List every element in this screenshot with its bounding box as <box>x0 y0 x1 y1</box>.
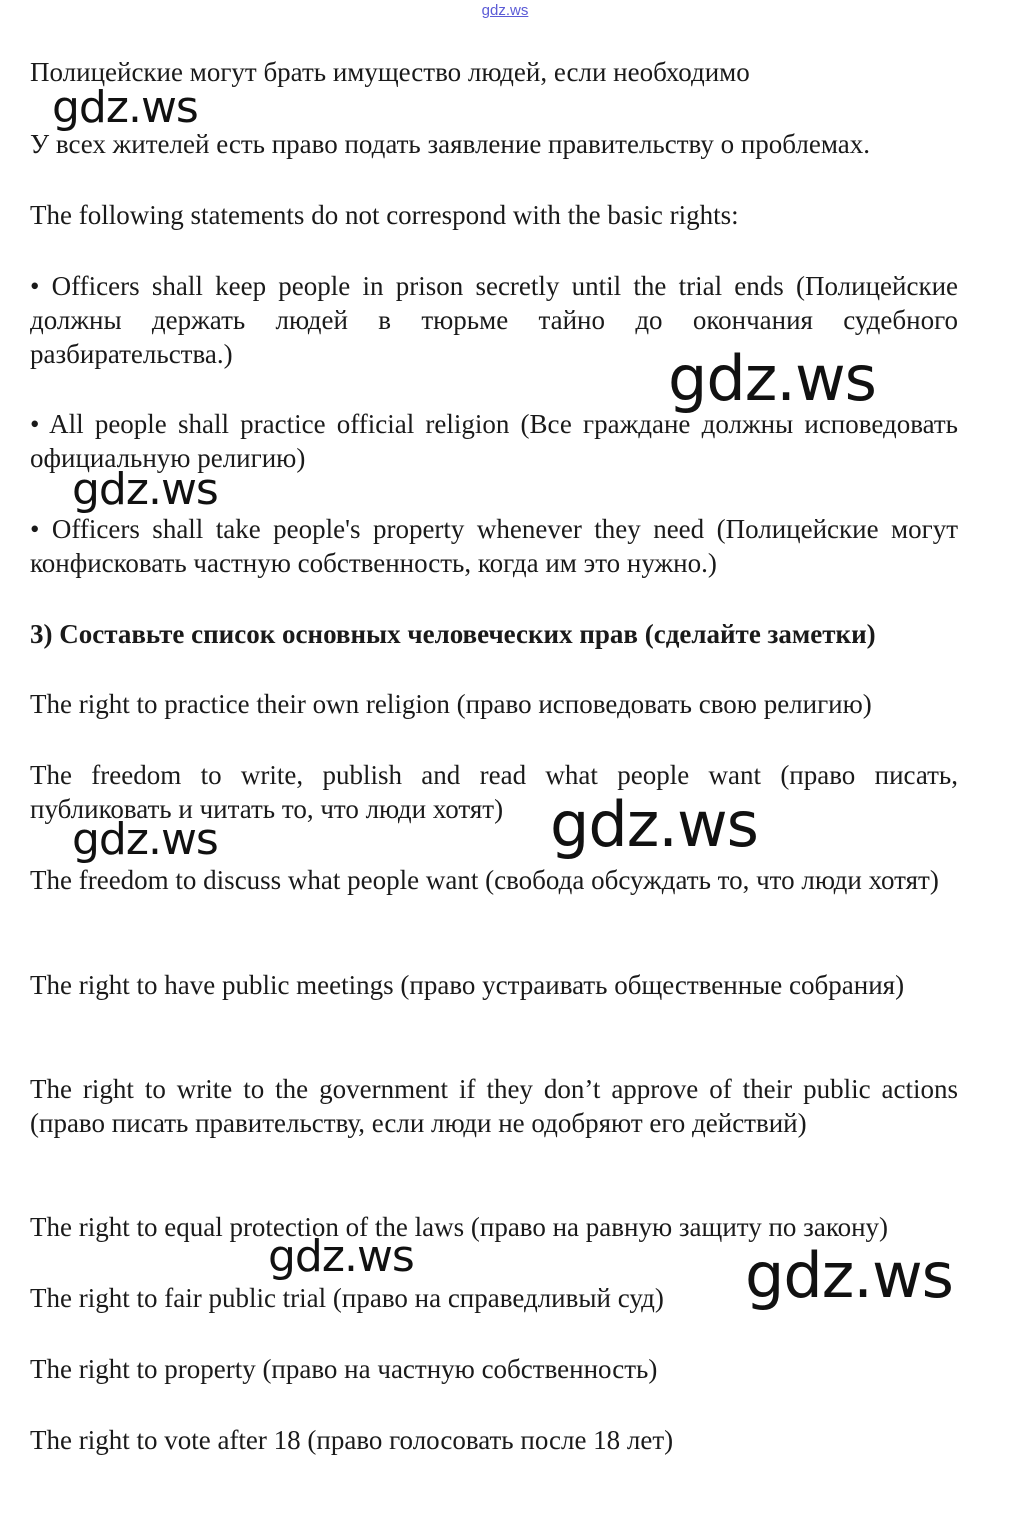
site-link[interactable]: gdz.ws <box>481 2 529 19</box>
line-police-property: Полицейские могут брать имущество людей, если необходимо <box>30 57 750 87</box>
right-item: The right to have public meetings (право устраивать общественные собрания) <box>30 970 905 1000</box>
line-petition: У всех жителей есть право подать заявление правительству о проблемах. <box>30 129 870 159</box>
right-item: The right to property (право на частную собственность) <box>30 1354 658 1384</box>
right-item: The right to practice their own religion (право исповедовать свою религию) <box>30 689 872 719</box>
right-item: The right to equal protection of the laws (право на равную защиту по закону) <box>30 1212 889 1242</box>
intro-not-correspond: The following statements do not correspond with the basic rights: <box>30 200 739 230</box>
right-item: The right to fair public trial (право на справедливый суд) <box>30 1283 664 1313</box>
section-heading: 3) Составьте список основных человеческих прав (сделайте заметки) <box>30 619 876 649</box>
watermark: gdz.ws <box>72 814 218 865</box>
watermark: gdz.ws <box>550 788 758 861</box>
watermark: gdz.ws <box>72 464 218 515</box>
bullet-item: • All people shall practice official religion (Все граждане должны исповедовать официальную религию) <box>30 409 958 473</box>
right-item: The right to vote after 18 (право голосовать после 18 лет) <box>30 1425 674 1455</box>
bullet-item: • Officers shall keep people in prison secretly until the trial ends (Полицейские должны держать людей в тюрьме тайно до окончания судебного разбирательства.) <box>30 271 958 369</box>
watermark: gdz.ws <box>745 1239 953 1312</box>
watermark: gdz.ws <box>668 342 876 415</box>
right-item: The freedom to discuss what people want (свобода обсуждать то, что люди хотят) <box>30 865 939 895</box>
right-item: The freedom to write, publish and read what people want (право писать, публиковать и читать то, что люди хотят) <box>30 760 958 824</box>
watermark: gdz.ws <box>268 1231 414 1282</box>
right-item: The right to write to the government if they don’t approve of their public actions (право писать правительству, если люди не одобряют его действий) <box>30 1074 958 1138</box>
bullet-item: • Officers shall take people's property whenever they need (Полицейские могут конфисковать частную собственность, когда им это нужно.) <box>30 514 958 578</box>
watermark: gdz.ws <box>52 82 198 133</box>
